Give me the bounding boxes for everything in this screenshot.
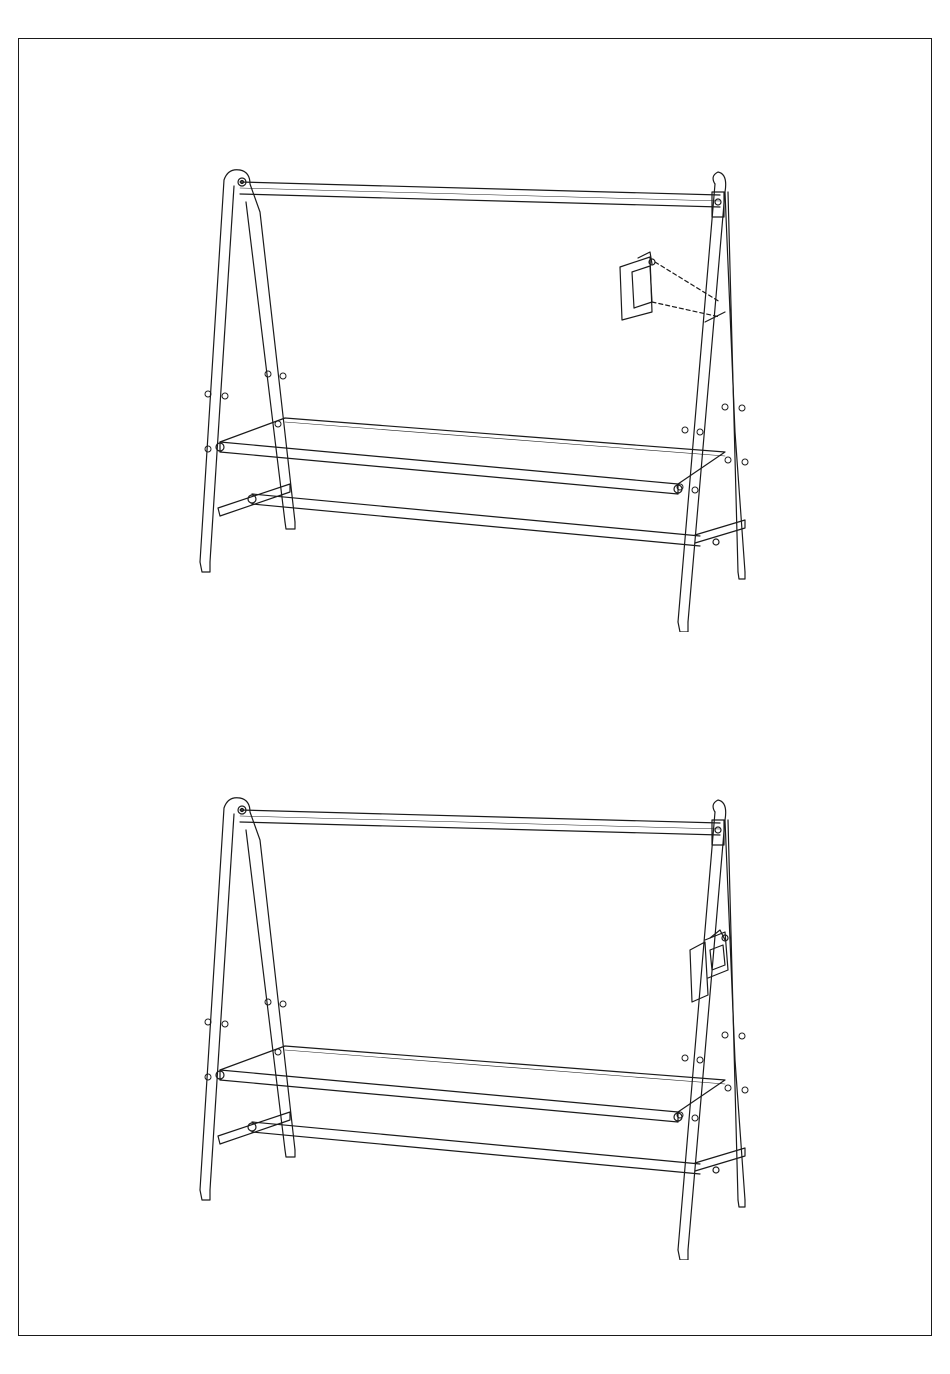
shelf-board [216, 1046, 725, 1122]
top-rail [240, 810, 720, 835]
left-frame [200, 170, 295, 572]
left-frame [200, 798, 295, 1200]
hook-bracket-installed [690, 930, 728, 1002]
bolts [205, 371, 748, 493]
assembly-step-1-illustration [180, 162, 780, 632]
bolts [205, 999, 748, 1121]
right-frame [678, 172, 745, 632]
rack-drawing-step-2 [180, 790, 780, 1260]
rack-drawing-step-1 [180, 162, 780, 632]
right-frame [678, 800, 745, 1260]
shelf-board [216, 418, 725, 494]
top-rail [240, 182, 720, 207]
assembly-step-2-illustration [180, 790, 780, 1260]
hook-bracket-callout [620, 252, 725, 322]
